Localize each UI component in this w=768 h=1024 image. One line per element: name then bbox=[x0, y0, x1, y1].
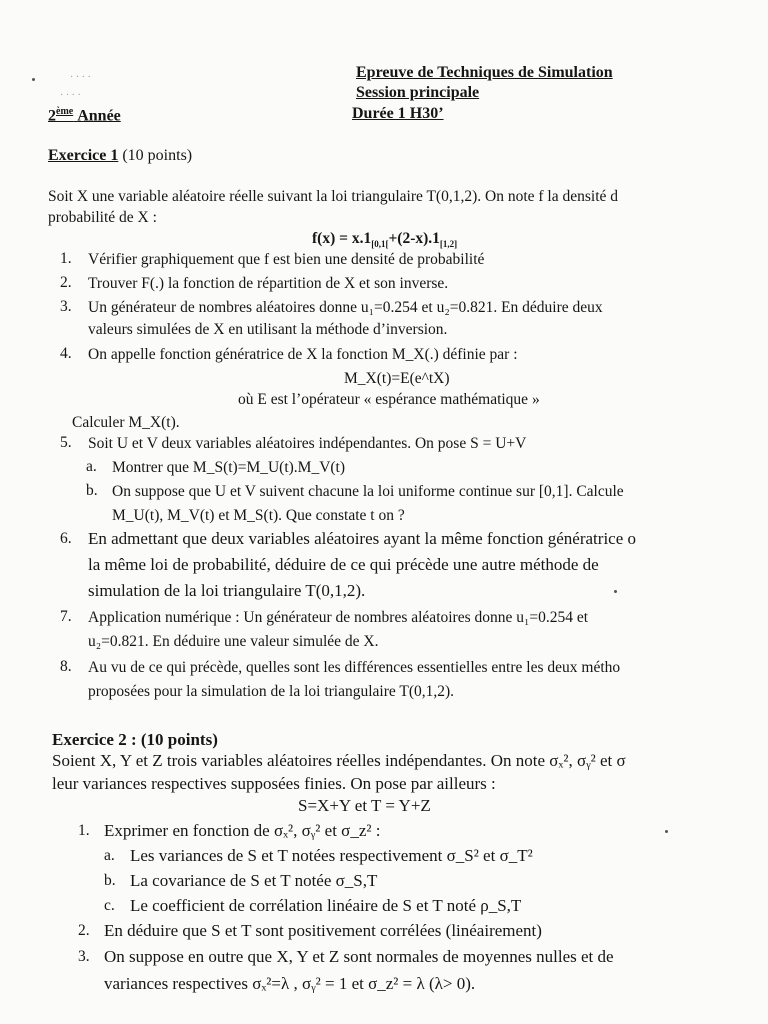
ex1-item-number: 2. bbox=[60, 274, 72, 291]
ex2-item-number: 2. bbox=[78, 922, 90, 939]
year-number: 2 bbox=[48, 107, 56, 125]
speck bbox=[614, 590, 617, 593]
ex1-item-4-formula: M_X(t)=E(e^tX) bbox=[344, 370, 450, 387]
formula-part-a: f(x) = x.1 bbox=[312, 230, 372, 247]
ex1-item-5b-line1: On suppose que U et V suivent chacune la loi uniforme continue sur [0,1]. Calcule bbox=[112, 483, 624, 500]
ex2-intro-line1: Soient X, Y et Z trois variables aléatoires réelles indépendantes. On note σₓ², σᵧ² et σ bbox=[52, 751, 626, 770]
school-stamp-line2: · · · · bbox=[60, 90, 81, 101]
formula-sub-2: [1,2] bbox=[439, 239, 458, 250]
ex1-item-4-line1: On appelle fonction génératrice de X la fonction M_X(.) définie par : bbox=[88, 346, 518, 363]
ex2-intro-line2: leur variances respectives supposées finies. On pose par ailleurs : bbox=[52, 774, 496, 793]
ex1-item-number: 4. bbox=[60, 345, 72, 362]
ex1-item-5b-line2: M_U(t), M_V(t) et M_S(t). Que constate t on ? bbox=[112, 507, 405, 524]
ex2-subitem-letter: a. bbox=[104, 847, 115, 864]
ex1-intro-line1: Soit X une variable aléatoire réelle suivant la loi triangulaire T(0,1,2). On note f la densité d bbox=[48, 188, 619, 205]
year-suffix: ème bbox=[56, 106, 74, 117]
ex1-title: Exercice 1 bbox=[48, 147, 119, 164]
ex2-subitem-letter: c. bbox=[104, 897, 115, 914]
exam-title: Epreuve de Techniques de Simulation bbox=[356, 64, 613, 81]
ex1-item-number: 8. bbox=[60, 658, 72, 675]
ex2-item-1: Exprimer en fonction de σₓ², σᵧ² et σ_z² : bbox=[104, 821, 381, 840]
ex1-subitem-letter: b. bbox=[86, 482, 98, 499]
ex1-item-number: 5. bbox=[60, 434, 72, 451]
ex1-item-5: Soit U et V deux variables aléatoires indépendantes. On pose S = U+V bbox=[88, 435, 527, 452]
ex2-item-3-line2: variances respectives σₓ²=λ , σᵧ² = 1 et σ_z² = λ (λ> 0). bbox=[104, 974, 476, 993]
ex2-item-number: 3. bbox=[78, 948, 90, 965]
exam-year bbox=[48, 106, 121, 125]
ex1-item-1: Vérifier graphiquement que f est bien une densité de probabilité bbox=[88, 251, 485, 268]
ex1-item-number: 3. bbox=[60, 298, 72, 315]
ex1-item-8-line2: proposées pour la simulation de la loi triangulaire T(0,1,2). bbox=[88, 683, 455, 700]
ex1-item-3-line1: Un générateur de nombres aléatoires donne u₁=0.254 et u₂=0.821. En déduire deux bbox=[88, 299, 603, 316]
ex2-item-1c: Le coefficient de corrélation linéaire de S et T noté ρ_S,T bbox=[130, 896, 522, 915]
ex1-item-7-line2: u₂=0.821. En déduire une valeur simulée de X. bbox=[88, 633, 379, 650]
ex2-item-1b: La covariance de S et T notée σ_S,T bbox=[130, 871, 378, 890]
ex1-item-5a: Montrer que M_S(t)=M_U(t).M_V(t) bbox=[112, 459, 346, 476]
ex1-item-number: 6. bbox=[60, 530, 72, 547]
ex1-subitem-letter: a. bbox=[86, 458, 97, 475]
year-word: Année bbox=[77, 107, 121, 125]
ex2-item-1a: Les variances de S et T notées respectivement σ_S² et σ_T² bbox=[130, 846, 533, 865]
ex2-subitem-letter: b. bbox=[104, 872, 116, 889]
ex1-points: (10 points) bbox=[122, 147, 193, 164]
speck bbox=[32, 78, 35, 81]
school-stamp: · · · · bbox=[70, 72, 91, 83]
ex1-item-6-line2: la même loi de probabilité, déduire de ce qui précède une autre méthode de bbox=[88, 555, 599, 574]
ex1-item-6-line1: En admettant que deux variables aléatoires ayant la même fonction génératrice o bbox=[88, 529, 637, 548]
ex1-item-7-line1: Application numérique : Un générateur de nombres aléatoires donne u₁=0.254 et bbox=[88, 609, 589, 626]
ex1-item-8-line1: Au vu de ce qui précède, quelles sont les différences essentielles entre les deux métho bbox=[88, 659, 621, 676]
ex1-item-number: 1. bbox=[60, 250, 72, 267]
ex2-item-3-line1: On suppose en outre que X, Y et Z sont normales de moyennes nulles et de bbox=[104, 947, 614, 966]
ex1-item-4-line3: où E est l’opérateur « espérance mathématique » bbox=[238, 391, 540, 408]
formula-part-b: +(2-x).1 bbox=[388, 230, 440, 247]
ex1-intro-line2: probabilité de X : bbox=[48, 209, 157, 226]
ex2-definitions: S=X+Y et T = Y+Z bbox=[298, 796, 431, 815]
ex1-heading bbox=[48, 147, 192, 165]
ex1-item-6-line3: simulation de la loi triangulaire T(0,1,2). bbox=[88, 581, 366, 600]
ex1-density-formula bbox=[312, 230, 457, 249]
ex1-item-3-line2: valeurs simulées de X en utilisant la méthode d’inversion. bbox=[88, 321, 448, 338]
ex1-item-4-line4: Calculer M_X(t). bbox=[72, 414, 180, 431]
ex1-item-number: 7. bbox=[60, 608, 72, 625]
formula-sub-1: [0,1[ bbox=[371, 239, 389, 250]
speck bbox=[665, 830, 668, 833]
ex2-title: Exercice 2 : (10 points) bbox=[52, 730, 218, 749]
exam-session: Session principale bbox=[356, 84, 480, 101]
ex2-item-number: 1. bbox=[78, 822, 90, 839]
ex1-item-2: Trouver F(.) la fonction de répartition de X et son inverse. bbox=[88, 275, 449, 292]
exam-duration: Durée 1 H30’ bbox=[352, 105, 444, 122]
ex2-item-2: En déduire que S et T sont positivement corrélées (linéairement) bbox=[104, 921, 542, 940]
